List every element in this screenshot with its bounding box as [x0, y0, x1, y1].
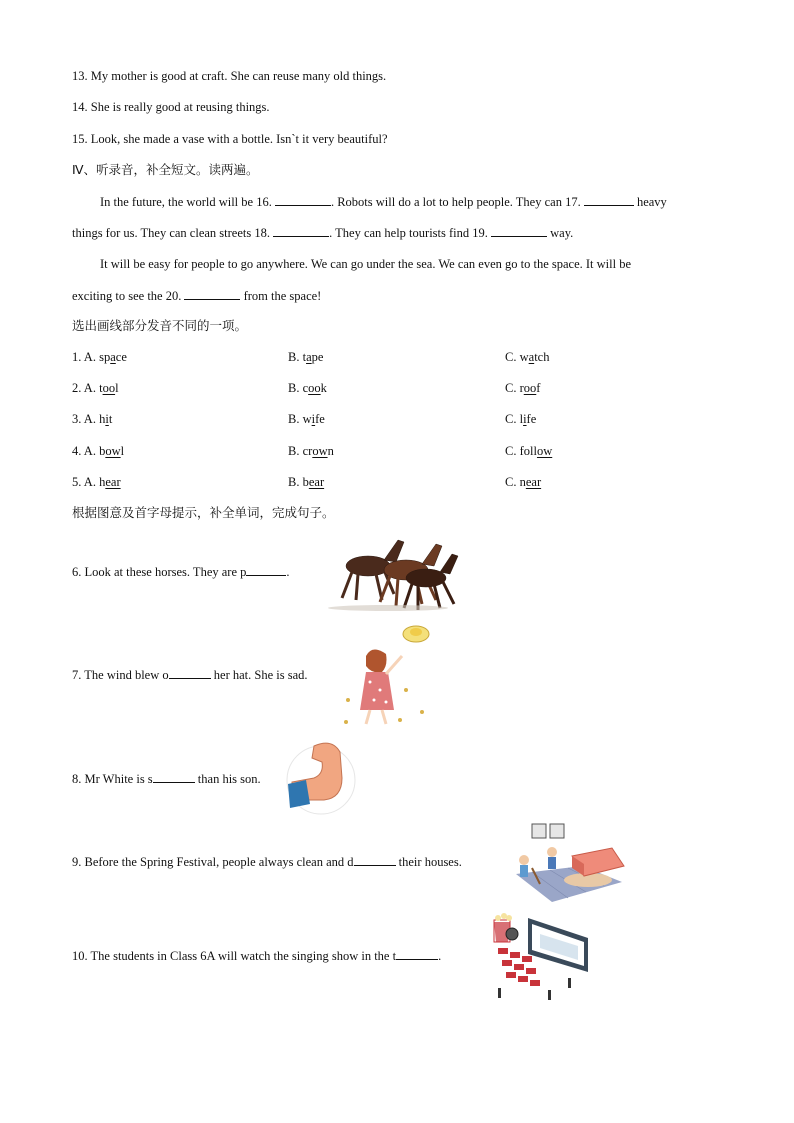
- question-text: than his son.: [194, 772, 261, 786]
- underlined-letters: a: [110, 350, 116, 364]
- option-text: f: [536, 381, 541, 395]
- underlined-letters: oo: [308, 381, 321, 395]
- phonics-option-a[interactable]: [72, 443, 124, 459]
- question-text: .: [286, 565, 290, 579]
- underlined-letters: ow: [105, 444, 121, 458]
- option-text: B. cr: [288, 444, 313, 458]
- passage-text: exciting to see the 20.: [72, 289, 185, 303]
- underlined-letters: a: [528, 350, 535, 364]
- question-text: 6. Look at these horses. They are p: [72, 565, 247, 579]
- passage-text: In the future, the world will be 16.: [100, 195, 275, 209]
- option-text: l: [120, 444, 125, 458]
- option-text: k: [320, 381, 327, 395]
- option-text: ce: [115, 350, 127, 364]
- question-text: 9. Before the Spring Festival, people always clean and d: [72, 855, 354, 869]
- statement-15: 15. Look, she made a vase with a bottle. Isn`t it very beautiful?: [72, 132, 388, 146]
- underlined-letters: ear: [308, 475, 325, 489]
- option-text: C. w: [505, 350, 529, 364]
- underlined-letters: ear: [105, 475, 121, 489]
- cleaning-image: [512, 822, 630, 904]
- passage-text: way.: [547, 226, 574, 240]
- phonics-option-b[interactable]: [288, 349, 323, 365]
- horses-image: [318, 528, 460, 612]
- theatre-image: [488, 908, 590, 1006]
- answer-blank-10[interactable]: [396, 947, 438, 960]
- answer-blank-7[interactable]: [169, 666, 211, 679]
- phonics-option-b[interactable]: [288, 443, 334, 459]
- question-text: their houses.: [395, 855, 462, 869]
- question-text: 8. Mr White is s: [72, 772, 153, 786]
- answer-blank-6[interactable]: [246, 563, 286, 576]
- strong-arm-image: [284, 738, 358, 818]
- passage-text: . They can help tourists find 19.: [329, 226, 492, 240]
- option-text: h: [99, 412, 106, 426]
- option-text: C. r: [505, 381, 524, 395]
- option-text: 2. A.: [72, 381, 96, 395]
- phonics-option-c[interactable]: [505, 443, 552, 459]
- option-text: fe: [526, 412, 537, 426]
- question-7: [72, 666, 308, 683]
- option-text: B. c: [288, 381, 309, 395]
- question-text: her hat. She is sad.: [210, 668, 308, 682]
- option-text: B. w: [288, 412, 312, 426]
- passage-line-1: [100, 193, 667, 210]
- phonics-option-c[interactable]: [505, 349, 549, 365]
- option-text: 3. A.: [72, 412, 96, 426]
- answer-blank-8[interactable]: [153, 770, 195, 783]
- option-text: 4. A.: [72, 444, 96, 458]
- passage-line-3: It will be easy for people to go anywhere. We can go under the sea. We can even go to the space. It will be: [100, 257, 632, 271]
- phonics-option-b[interactable]: [288, 380, 327, 396]
- phonics-option-c[interactable]: [505, 380, 540, 396]
- passage-text: things for us. They can clean streets 18.: [72, 226, 274, 240]
- option-text: b: [99, 444, 106, 458]
- option-text: h: [99, 475, 106, 489]
- option-text: pe: [311, 350, 324, 364]
- phonics-option-a[interactable]: [72, 380, 119, 396]
- option-text: C. l: [505, 412, 524, 426]
- underlined-letters: oo: [102, 381, 116, 395]
- underlined-letters: ow: [536, 444, 553, 458]
- option-text: t: [99, 381, 103, 395]
- underlined-letters: i: [311, 412, 316, 426]
- underlined-letters: ow: [312, 444, 328, 458]
- option-text: n: [327, 444, 334, 458]
- phonics-heading: 选出画线部分发音不同的一项。: [72, 318, 248, 333]
- question-text: .: [438, 949, 442, 963]
- question-10: [72, 947, 441, 964]
- phonics-option-a[interactable]: [72, 474, 121, 490]
- passage-text: . Robots will do a lot to help people. They can 17.: [330, 195, 584, 209]
- option-text: B. b: [288, 475, 309, 489]
- option-text: 5. A.: [72, 475, 96, 489]
- phonics-option-a[interactable]: [72, 411, 112, 427]
- question-6: [72, 563, 290, 580]
- phonics-option-c[interactable]: [505, 411, 536, 427]
- phonics-option-c[interactable]: [505, 474, 541, 490]
- phonics-option-b[interactable]: [288, 411, 325, 427]
- underlined-letters: a: [306, 350, 312, 364]
- passage-text: heavy: [633, 195, 667, 209]
- fill-heading: 根据图意及首字母提示，补全单词，完成句子。: [72, 505, 335, 520]
- option-text: B. t: [288, 350, 307, 364]
- phonics-option-b[interactable]: [288, 474, 324, 490]
- option-text: tch: [534, 350, 550, 364]
- phonics-option-a[interactable]: [72, 349, 127, 365]
- answer-blank-9[interactable]: [354, 853, 396, 866]
- blank-18[interactable]: [273, 224, 329, 237]
- option-text: sp: [99, 350, 111, 364]
- underlined-letters: oo: [523, 381, 537, 395]
- section-4-heading: Ⅳ、听录音，补全短文。读两遍。: [72, 162, 259, 177]
- option-text: C. n: [505, 475, 526, 489]
- blank-19[interactable]: [491, 224, 547, 237]
- question-8: [72, 770, 261, 787]
- statement-13: 13. My mother is good at craft. She can reuse many old things.: [72, 69, 387, 83]
- option-text: l: [115, 381, 119, 395]
- statement-14: 14. She is really good at reusing things.: [72, 100, 270, 114]
- underlined-letters: i: [105, 412, 109, 426]
- option-text: C. foll: [505, 444, 537, 458]
- question-9: [72, 853, 462, 870]
- question-text: 10. The students in Class 6A will watch the singing show in the t: [72, 949, 397, 963]
- option-text: fe: [315, 412, 325, 426]
- underlined-letters: ear: [525, 475, 542, 489]
- blank-20[interactable]: [184, 287, 240, 300]
- underlined-letters: i: [523, 412, 527, 426]
- girl-hat-image: [336, 620, 436, 730]
- passage-line-2: [72, 224, 573, 241]
- blank-17[interactable]: [584, 193, 634, 206]
- passage-line-4: [72, 287, 321, 304]
- blank-16[interactable]: [275, 193, 331, 206]
- question-text: 7. The wind blew o: [72, 668, 169, 682]
- option-text: t: [108, 412, 113, 426]
- option-text: 1. A.: [72, 350, 96, 364]
- passage-text: from the space!: [240, 289, 322, 303]
